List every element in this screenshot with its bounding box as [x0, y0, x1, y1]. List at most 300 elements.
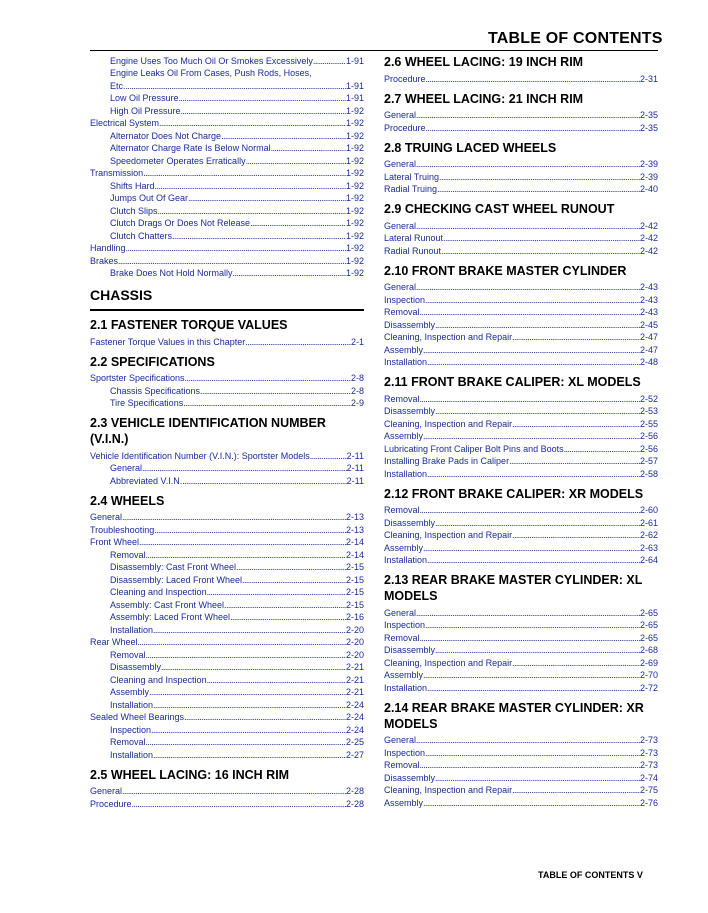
leader-dots — [416, 221, 640, 232]
toc-entry[interactable] — [90, 573, 364, 586]
toc-entry[interactable] — [90, 462, 364, 475]
section-heading[interactable]: 2.9 CHECKING CAST WHEEL RUNOUT — [384, 202, 615, 216]
toc-entry-label: Assembly — [384, 542, 424, 553]
leader-dots — [427, 555, 640, 566]
toc-entry-page: 2-20 — [345, 624, 364, 635]
toc-entry[interactable] — [90, 611, 364, 624]
toc-entry-page: 2-58 — [639, 468, 658, 479]
toc-entry-label: General — [384, 110, 417, 120]
toc-entry-label: Inspection — [384, 294, 426, 305]
toc-entry-label: Vehicle Identification Number (V.I.N.): Sportster Models — [90, 450, 310, 461]
section-heading[interactable]: 2.4 WHEELS — [90, 493, 165, 508]
toc-entry[interactable] — [90, 536, 364, 549]
leader-dots — [426, 123, 640, 134]
toc-entry-label: Installation — [110, 749, 154, 760]
toc-entry[interactable] — [90, 586, 364, 599]
section-heading[interactable]: 2.7 WHEEL LACING: 21 INCH RIM — [384, 91, 584, 106]
toc-entry-page: 2-13 — [345, 512, 364, 522]
toc-entry[interactable] — [384, 455, 658, 468]
leader-dots — [423, 431, 640, 442]
toc-entry-page: 2-57 — [639, 456, 658, 466]
leader-dots — [416, 735, 640, 746]
toc-entry[interactable] — [384, 796, 658, 809]
toc-entry-label: Lubricating Front Caliper Bolt Pins and Boots — [384, 443, 564, 454]
toc-entry[interactable] — [90, 561, 364, 574]
toc-entry-page: 2-20 — [345, 649, 364, 660]
toc-entry-page: 2-76 — [639, 797, 658, 808]
toc-entry-page: 2-61 — [639, 517, 658, 528]
toc-entry-page: 2-39 — [639, 171, 658, 182]
toc-entry-page: 2-14 — [345, 549, 364, 560]
toc-section — [90, 415, 364, 487]
toc-entry-page: 1-92 — [345, 205, 364, 216]
toc-entry-page: 2-70 — [639, 670, 658, 680]
toc-entry-label: General — [110, 463, 143, 473]
leader-dots — [512, 530, 640, 541]
toc-entry-label: Cleaning, Inspection and Repair — [384, 418, 513, 429]
toc-entry[interactable] — [90, 154, 364, 167]
toc-entry-label: Inspection — [384, 620, 426, 630]
toc-entry-label: General — [384, 159, 417, 169]
toc-entry[interactable] — [384, 183, 658, 196]
toc-entry-page: 2-69 — [639, 657, 658, 668]
toc-entry[interactable] — [90, 217, 364, 230]
toc-entry-page: 2-11 — [346, 450, 364, 461]
toc-entry[interactable] — [90, 117, 364, 130]
toc-entry-label: Clutch Drags Or Does Not Release — [110, 218, 251, 228]
leader-dots — [416, 110, 640, 121]
toc-entry-label: Cleaning and Inspection — [110, 587, 207, 597]
section-heading[interactable]: 2.1 FASTENER TORQUE VALUES — [90, 318, 288, 332]
leader-dots — [420, 394, 640, 405]
leader-dots — [242, 575, 346, 586]
leader-dots — [427, 683, 640, 694]
toc-entry[interactable] — [90, 736, 364, 749]
toc-entry[interactable] — [90, 785, 364, 798]
toc-entry-label: Transmission — [90, 168, 144, 178]
toc-entry[interactable] — [90, 129, 364, 142]
toc-entry[interactable] — [90, 673, 364, 686]
toc-entry-page: 2-73 — [639, 760, 658, 770]
toc-entry[interactable] — [90, 648, 364, 661]
toc-entry[interactable] — [90, 661, 364, 674]
toc-entry[interactable] — [90, 598, 364, 611]
toc-entry[interactable] — [384, 606, 658, 619]
toc-entry-page: 2-42 — [639, 233, 658, 243]
toc-entry[interactable] — [90, 523, 364, 536]
toc-entry-page: 2-8 — [350, 385, 364, 396]
toc-entry[interactable] — [384, 356, 658, 369]
toc-entry-label: Tire Specifications — [110, 398, 184, 408]
leader-dots — [126, 81, 346, 92]
leader-dots — [439, 172, 640, 183]
toc-entry[interactable] — [384, 631, 658, 644]
toc-entry-page: 1-92 — [345, 130, 364, 141]
section-heading[interactable]: 2.14 REAR BRAKE MASTER CYLINDER: XR MODELS — [384, 700, 644, 731]
toc-entry[interactable] — [90, 142, 364, 155]
toc-entry[interactable] — [384, 759, 658, 772]
leader-dots — [420, 505, 640, 516]
leader-dots — [161, 662, 346, 673]
toc-entry-label: General — [90, 786, 123, 796]
leader-dots — [182, 476, 346, 487]
toc-entry[interactable] — [90, 511, 364, 524]
leader-dots — [425, 295, 640, 306]
leader-dots — [185, 373, 351, 384]
leader-dots — [425, 748, 640, 759]
toc-entry[interactable] — [384, 430, 658, 443]
leader-dots — [512, 658, 640, 669]
toc-entry-label: Disassembly — [384, 517, 436, 528]
toc-entry[interactable] — [90, 104, 364, 117]
toc-entry-page: 2-64 — [639, 555, 658, 565]
toc-entry-label: Disassembly — [110, 662, 162, 672]
leader-dots — [146, 550, 346, 561]
leader-dots — [420, 760, 640, 771]
toc-entry-page: 2-53 — [639, 406, 658, 416]
toc-entry-page: 1-92 — [345, 268, 364, 278]
toc-entry-page: 2-21 — [345, 662, 364, 672]
toc-entry[interactable] — [90, 474, 364, 487]
leader-dots — [416, 282, 640, 293]
section-heading[interactable]: 2.10 FRONT BRAKE MASTER CYLINDER — [384, 263, 627, 278]
leader-dots — [313, 56, 346, 67]
section-heading[interactable]: 2.3 VEHICLE IDENTIFICATION NUMBER (V.I.N.) — [90, 416, 326, 446]
toc-entry-page: 2-40 — [639, 184, 658, 194]
toc-entry-label: Procedure — [90, 798, 132, 809]
toc-entry[interactable] — [90, 242, 364, 255]
leader-dots — [416, 159, 640, 170]
toc-entry[interactable] — [90, 335, 364, 348]
toc-entry[interactable] — [90, 397, 364, 410]
toc-entry[interactable] — [384, 784, 658, 797]
toc-entry[interactable] — [90, 192, 364, 205]
toc-entry[interactable] — [90, 204, 364, 217]
toc-entry-page: 2-55 — [639, 418, 658, 429]
toc-entry-label: Assembly — [110, 687, 150, 697]
toc-entry-page: 2-21 — [345, 674, 364, 685]
leader-dots — [423, 543, 640, 554]
toc-entry[interactable] — [384, 504, 658, 517]
leader-dots — [435, 518, 640, 529]
leader-dots — [146, 650, 346, 661]
toc-entry-page: 2-16 — [345, 612, 364, 622]
toc-section — [384, 486, 658, 567]
toc-entry-page: 1-92 — [345, 155, 364, 166]
toc-section — [384, 263, 658, 369]
toc-entry[interactable] — [384, 442, 658, 455]
leader-dots — [155, 181, 346, 192]
leader-dots — [230, 612, 346, 623]
toc-entry-label: General — [384, 282, 417, 292]
toc-entry[interactable] — [384, 331, 658, 344]
toc-entry-page: 2-21 — [345, 687, 364, 697]
toc-entry-page: 2-65 — [639, 632, 658, 643]
leader-dots — [118, 256, 346, 267]
leader-dots — [423, 670, 640, 681]
toc-entry-label: Installation — [384, 357, 428, 367]
toc-entry-page: 2-9 — [350, 398, 364, 408]
toc-entry[interactable] — [90, 623, 364, 636]
toc-entry[interactable] — [90, 548, 364, 561]
section-heading[interactable]: 2.6 WHEEL LACING: 19 INCH RIM — [384, 55, 584, 69]
toc-entry-page: 2-47 — [639, 344, 658, 355]
toc-section — [90, 767, 364, 810]
toc-entry-label: Inspection — [384, 747, 426, 758]
toc-entry[interactable] — [384, 158, 658, 171]
toc-entry[interactable] — [384, 72, 658, 85]
toc-entry-page: 2-43 — [639, 307, 658, 317]
toc-entry-page: 1-92 — [345, 218, 364, 228]
section-heading[interactable]: 2.5 WHEEL LACING: 16 INCH RIM — [90, 767, 290, 782]
toc-entry[interactable] — [384, 232, 658, 245]
toc-entry-label: Sportster Specifications — [90, 373, 185, 383]
toc-entry[interactable] — [384, 619, 658, 632]
toc-section — [384, 700, 658, 809]
toc-entry-page: 2-25 — [345, 737, 364, 747]
toc-entry[interactable] — [384, 467, 658, 480]
toc-entry-label: Removal — [384, 505, 420, 515]
toc-entry-label: Engine Uses Too Much Oil Or Smokes Excessively — [110, 55, 313, 66]
toc-entry[interactable] — [90, 267, 364, 280]
toc-entry-page: 2-45 — [639, 319, 658, 330]
toc-section — [90, 354, 364, 410]
toc-entry[interactable] — [90, 254, 364, 267]
toc-entry-label: Fastener Torque Values in this Chapter — [90, 336, 246, 347]
section-heading[interactable]: 2.13 REAR BRAKE MASTER CYLINDER: XL MODELS — [384, 573, 643, 603]
toc-entry-page: 2-27 — [345, 749, 364, 760]
toc-entry[interactable] — [90, 711, 364, 724]
leader-dots — [245, 337, 351, 348]
section-heading[interactable]: 2.2 SPECIFICATIONS — [90, 354, 215, 369]
page-footer: TABLE OF CONTENTS V — [538, 870, 643, 880]
leader-dots — [126, 243, 346, 254]
toc-entry-page: 2-65 — [639, 607, 658, 618]
toc-entry-label: Installation — [384, 682, 428, 693]
leader-dots — [441, 246, 640, 257]
toc-entry[interactable] — [384, 244, 658, 257]
leader-dots — [435, 773, 640, 784]
toc-entry-page: 1-91 — [345, 55, 364, 66]
toc-entry-label: Cleaning, Inspection and Repair — [384, 530, 513, 540]
toc-entry-label: Assembly — [384, 344, 424, 355]
toc-entry[interactable] — [90, 92, 364, 105]
toc-entry-page: 1-92 — [345, 255, 364, 266]
toc-entry[interactable] — [90, 449, 364, 462]
toc-entry-label: Abbreviated V.I.N. — [110, 475, 183, 486]
toc-entry[interactable] — [90, 167, 364, 180]
leader-dots — [153, 625, 346, 636]
toc-entry[interactable] — [384, 306, 658, 319]
toc-entry-label: Inspection — [110, 724, 152, 735]
toc-entry-label: Removal — [384, 760, 420, 770]
leader-dots — [246, 156, 346, 167]
toc-entry-label: Speedometer Operates Erratically — [110, 155, 246, 166]
leader-dots — [221, 131, 346, 142]
toc-entry-label: Clutch Slips — [110, 205, 158, 216]
header-rule — [90, 50, 658, 51]
section-heading[interactable]: 2.12 FRONT BRAKE CALIPER: XR MODELS — [384, 486, 644, 501]
leader-dots — [188, 193, 346, 204]
toc-entry[interactable] — [384, 734, 658, 747]
toc-entry[interactable] — [90, 67, 364, 92]
toc-entry-label: General — [90, 512, 123, 522]
leader-dots — [151, 725, 346, 736]
leader-dots — [138, 637, 346, 648]
leader-dots — [310, 451, 347, 462]
toc-entry-label: Troubleshooting — [90, 524, 155, 535]
leader-dots — [512, 785, 640, 796]
toc-entry-page: 2-15 — [345, 587, 364, 597]
leader-dots — [181, 106, 346, 117]
toc-entry-label: Installation — [384, 555, 428, 565]
toc-entry-label: Rear Wheel — [90, 637, 138, 647]
toc-entry-label: Installation — [110, 624, 154, 635]
toc-entry-page: 1-91 — [345, 93, 364, 103]
toc-entry[interactable] — [384, 343, 658, 356]
leader-dots — [423, 345, 640, 356]
left-column — [90, 54, 364, 810]
toc-entry-page: 1-92 — [345, 143, 364, 153]
leader-dots — [250, 218, 346, 229]
leader-dots — [154, 525, 346, 536]
toc-entry-label: Disassembly: Laced Front Wheel — [110, 574, 243, 585]
toc-entry[interactable] — [90, 179, 364, 192]
leader-dots — [435, 406, 640, 417]
toc-entry-page: 2-24 — [345, 699, 364, 710]
toc-entry-page: 2-72 — [639, 682, 658, 693]
leader-dots — [437, 184, 640, 195]
toc-entry[interactable] — [384, 417, 658, 430]
toc-entry[interactable] — [90, 748, 364, 761]
toc-entry[interactable] — [90, 698, 364, 711]
leader-dots — [435, 645, 640, 656]
section-heading[interactable]: 2.8 TRUING LACED WHEELS — [384, 140, 557, 155]
toc-entry-page: 1-92 — [345, 193, 364, 203]
toc-entry[interactable] — [384, 281, 658, 294]
leader-dots — [564, 444, 640, 455]
toc-entry-page: 2-73 — [639, 735, 658, 745]
toc-entry-page: 1-92 — [345, 105, 364, 116]
leader-dots — [427, 357, 640, 368]
toc-entry-page: 2-28 — [345, 798, 364, 809]
toc-entry[interactable] — [90, 372, 364, 385]
toc-entry-label: Installation — [110, 699, 154, 710]
toc-section — [384, 201, 658, 257]
toc-entry-label: Removal — [384, 307, 420, 317]
toc-entry[interactable] — [384, 554, 658, 567]
toc-entry[interactable] — [384, 405, 658, 418]
leader-dots — [236, 562, 346, 573]
toc-section — [384, 374, 658, 480]
toc-entry-label: General — [384, 607, 417, 618]
leader-dots — [158, 206, 346, 217]
toc-entry[interactable] — [90, 636, 364, 649]
toc-entry-page: 2-63 — [639, 542, 658, 553]
toc-entry-label: Assembly: Laced Front Wheel — [110, 612, 231, 622]
toc-entry[interactable] — [384, 644, 658, 657]
toc-entry[interactable] — [384, 541, 658, 554]
leader-dots — [132, 799, 346, 810]
toc-entry[interactable] — [384, 318, 658, 331]
toc-entry[interactable] — [384, 771, 658, 784]
toc-entry[interactable] — [384, 109, 658, 122]
leader-dots — [512, 419, 640, 430]
leader-dots — [426, 74, 640, 85]
leader-dots — [122, 512, 346, 523]
toc-entry[interactable] — [90, 229, 364, 242]
toc-entry-label: Removal — [384, 632, 420, 643]
leader-dots — [420, 307, 640, 318]
toc-entry-page: 2-1 — [350, 336, 364, 347]
toc-entry[interactable] — [384, 219, 658, 232]
leader-dots — [207, 675, 346, 686]
toc-entry-label: Assembly — [384, 431, 424, 441]
toc-entry-page: 1-92 — [345, 243, 364, 253]
leader-dots — [224, 600, 346, 611]
toc-entry[interactable] — [90, 54, 364, 67]
toc-entry-page: 2-62 — [639, 530, 658, 540]
toc-entry-page: 2-42 — [639, 220, 658, 231]
toc-entry-page: 2-35 — [639, 110, 658, 120]
leader-dots — [139, 537, 346, 548]
toc-entry[interactable] — [384, 293, 658, 306]
toc-entry-label: Removal — [110, 549, 146, 560]
toc-entry-page: 2-24 — [345, 712, 364, 722]
toc-section — [90, 317, 364, 348]
toc-entry[interactable] — [384, 121, 658, 134]
toc-entry[interactable] — [384, 669, 658, 682]
toc-entry-label: General — [384, 735, 417, 745]
leader-dots — [142, 463, 347, 474]
toc-entry-label-cont: Etc. — [110, 80, 126, 91]
toc-entry[interactable] — [384, 656, 658, 669]
toc-entry-label: Front Wheel — [90, 537, 140, 547]
toc-entry[interactable] — [384, 681, 658, 694]
toc-entry-label: Chassis Specifications — [110, 385, 201, 396]
toc-entry[interactable] — [90, 723, 364, 736]
toc-entry[interactable] — [384, 170, 658, 183]
toc-entry-label: Disassembly — [384, 406, 436, 416]
leader-dots — [425, 620, 640, 631]
leader-dots — [149, 687, 346, 698]
toc-entry[interactable] — [90, 686, 364, 699]
toc-entry[interactable] — [384, 392, 658, 405]
toc-entry-page: 2-35 — [639, 122, 658, 133]
toc-entry-label: Brake Does Not Hold Normally — [110, 268, 233, 278]
toc-entry-label: Alternator Charge Rate Is Below Normal — [110, 143, 271, 153]
toc-entry-page: 2-56 — [639, 431, 658, 441]
toc-entry-label: Clutch Chatters — [110, 230, 173, 241]
toc-entry-page: 2-56 — [639, 443, 658, 454]
chapter-heading: CHASSIS — [90, 287, 364, 311]
toc-entry[interactable] — [384, 746, 658, 759]
toc-entry[interactable] — [384, 529, 658, 542]
toc-entry-label: Removal — [110, 649, 146, 660]
leader-dots — [435, 320, 640, 331]
toc-entry-page: 1-91 — [345, 80, 364, 91]
toc-entry[interactable] — [90, 797, 364, 810]
toc-entry-label: Sealed Wheel Bearings — [90, 712, 185, 722]
leader-dots — [416, 608, 640, 619]
section-heading[interactable]: 2.11 FRONT BRAKE CALIPER: XL MODELS — [384, 375, 641, 389]
toc-entry[interactable] — [384, 516, 658, 529]
toc-entry-label: Procedure — [384, 122, 426, 133]
toc-entry[interactable] — [90, 384, 364, 397]
toc-entry-label: Brakes — [90, 255, 119, 266]
toc-entry-label: Radial Truing — [384, 184, 438, 194]
toc-entry-page: 1-92 — [345, 168, 364, 178]
